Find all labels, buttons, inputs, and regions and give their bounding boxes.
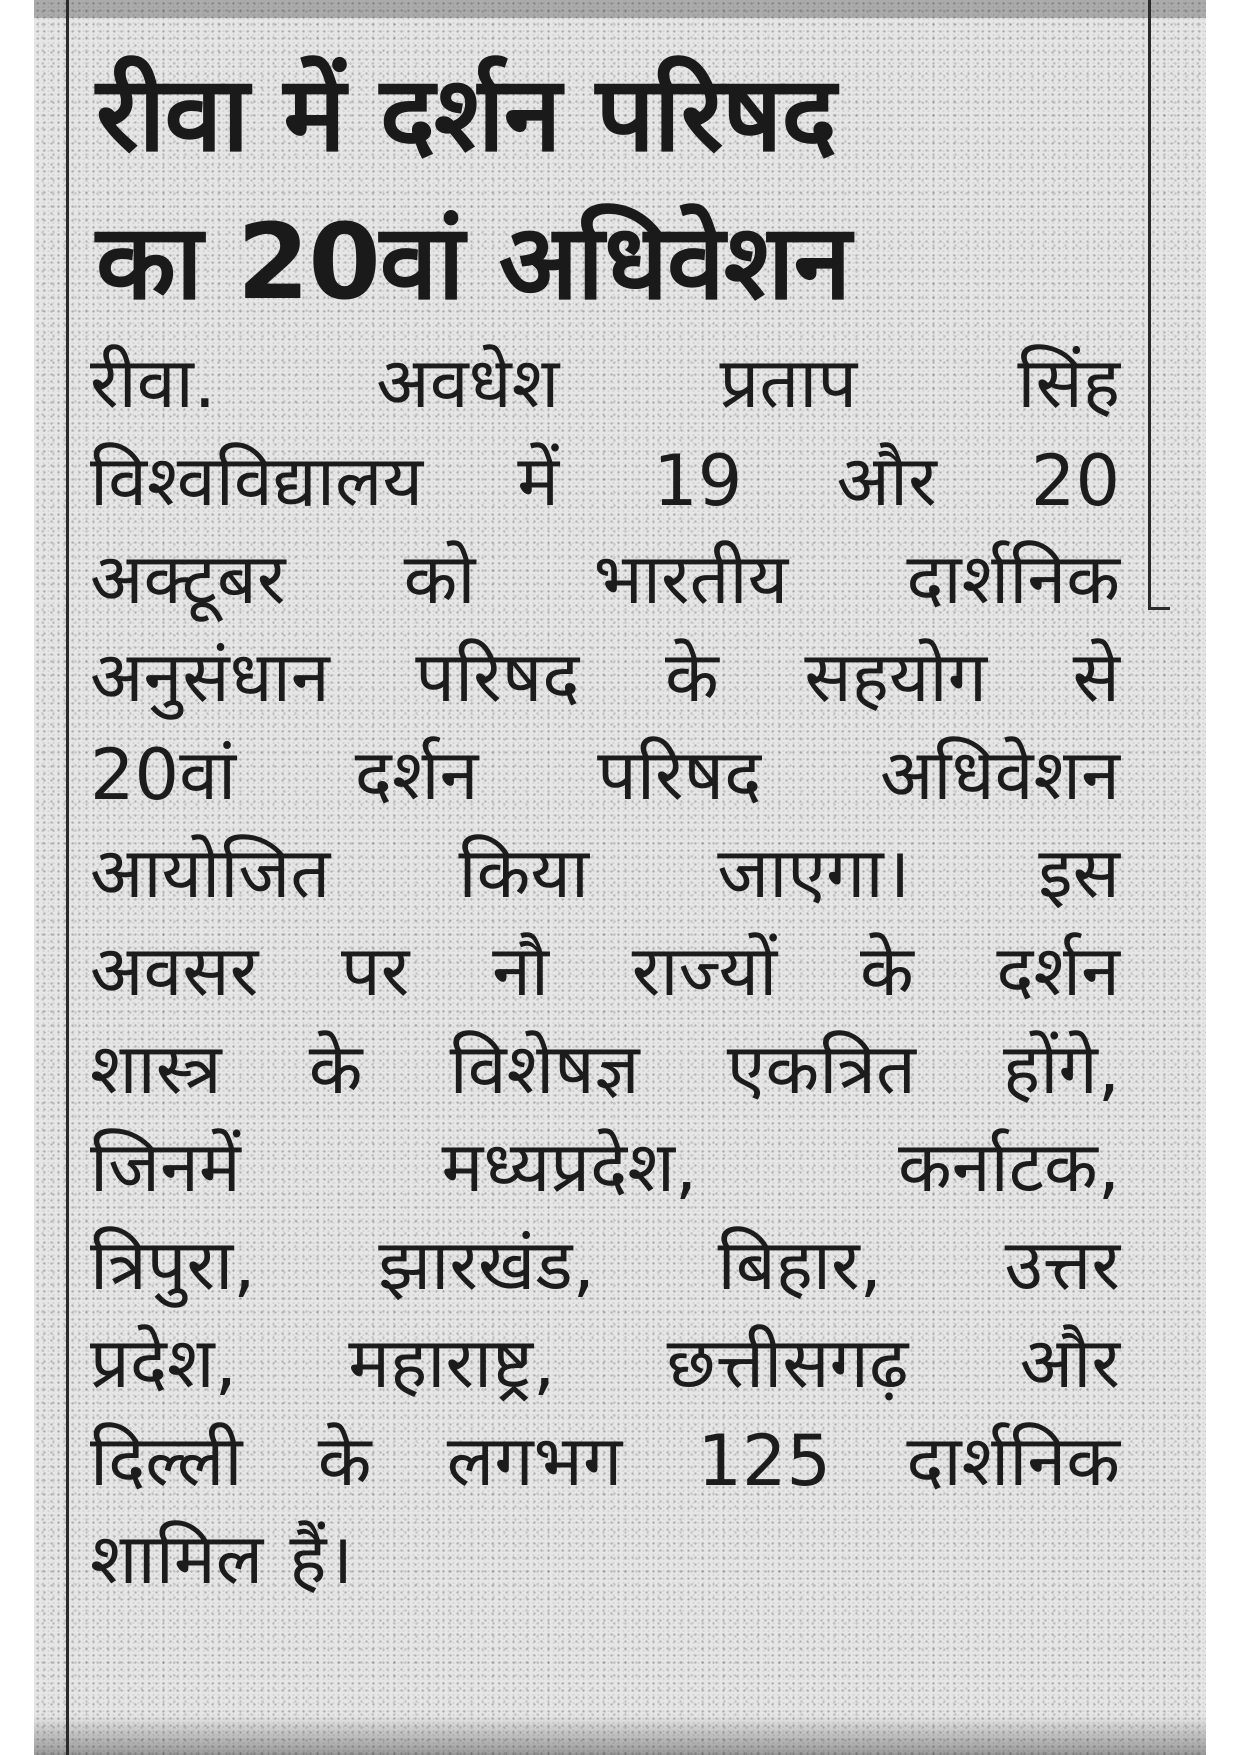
column-rule-right-end [1148, 607, 1170, 610]
scan-margin-left [0, 0, 34, 1755]
article-line: रीवा. अवधेश प्रताप सिंह [90, 342, 1120, 424]
headline-line-1: रीवा में दर्शन परिषद [96, 53, 836, 175]
article-line: जिनमें मध्यप्रदेश, कर्नाटक, [90, 1126, 1120, 1208]
column-rule-right [1148, 0, 1151, 610]
article-line-last: शामिल हैं। [90, 1518, 354, 1600]
scan-noise-top [34, 0, 1206, 18]
article-line: त्रिपुरा, झारखंड, बिहार, उत्तर [90, 1224, 1120, 1306]
article-line: प्रदेश, महाराष्ट्र, छत्तीसगढ़ और [90, 1322, 1120, 1404]
headline-line-2: का 20वां अधिवेशन [96, 201, 851, 323]
article-line: शास्त्र के विशेषज्ञ एकत्रित होंगे, [90, 1028, 1120, 1110]
article-body [90, 334, 1120, 1608]
article-line: दिल्ली के लगभग 125 दार्शनिक [90, 1420, 1120, 1502]
article-line: अनुसंधान परिषद के सहयोग से [90, 636, 1120, 718]
scan-noise-bottom [34, 1715, 1206, 1755]
headline [96, 40, 1136, 336]
article-line: आयोजित किया जाएगा। इस [90, 832, 1120, 914]
article-line: 20वां दर्शन परिषद अधिवेशन [90, 734, 1120, 816]
article-line: अक्टूबर को भारतीय दार्शनिक [90, 538, 1120, 620]
column-rule-left [66, 0, 69, 1755]
article-line: विश्वविद्यालय में 19 और 20 [90, 440, 1120, 522]
scan-margin-right [1206, 0, 1240, 1755]
article-line: अवसर पर नौ राज्यों के दर्शन [90, 930, 1120, 1012]
